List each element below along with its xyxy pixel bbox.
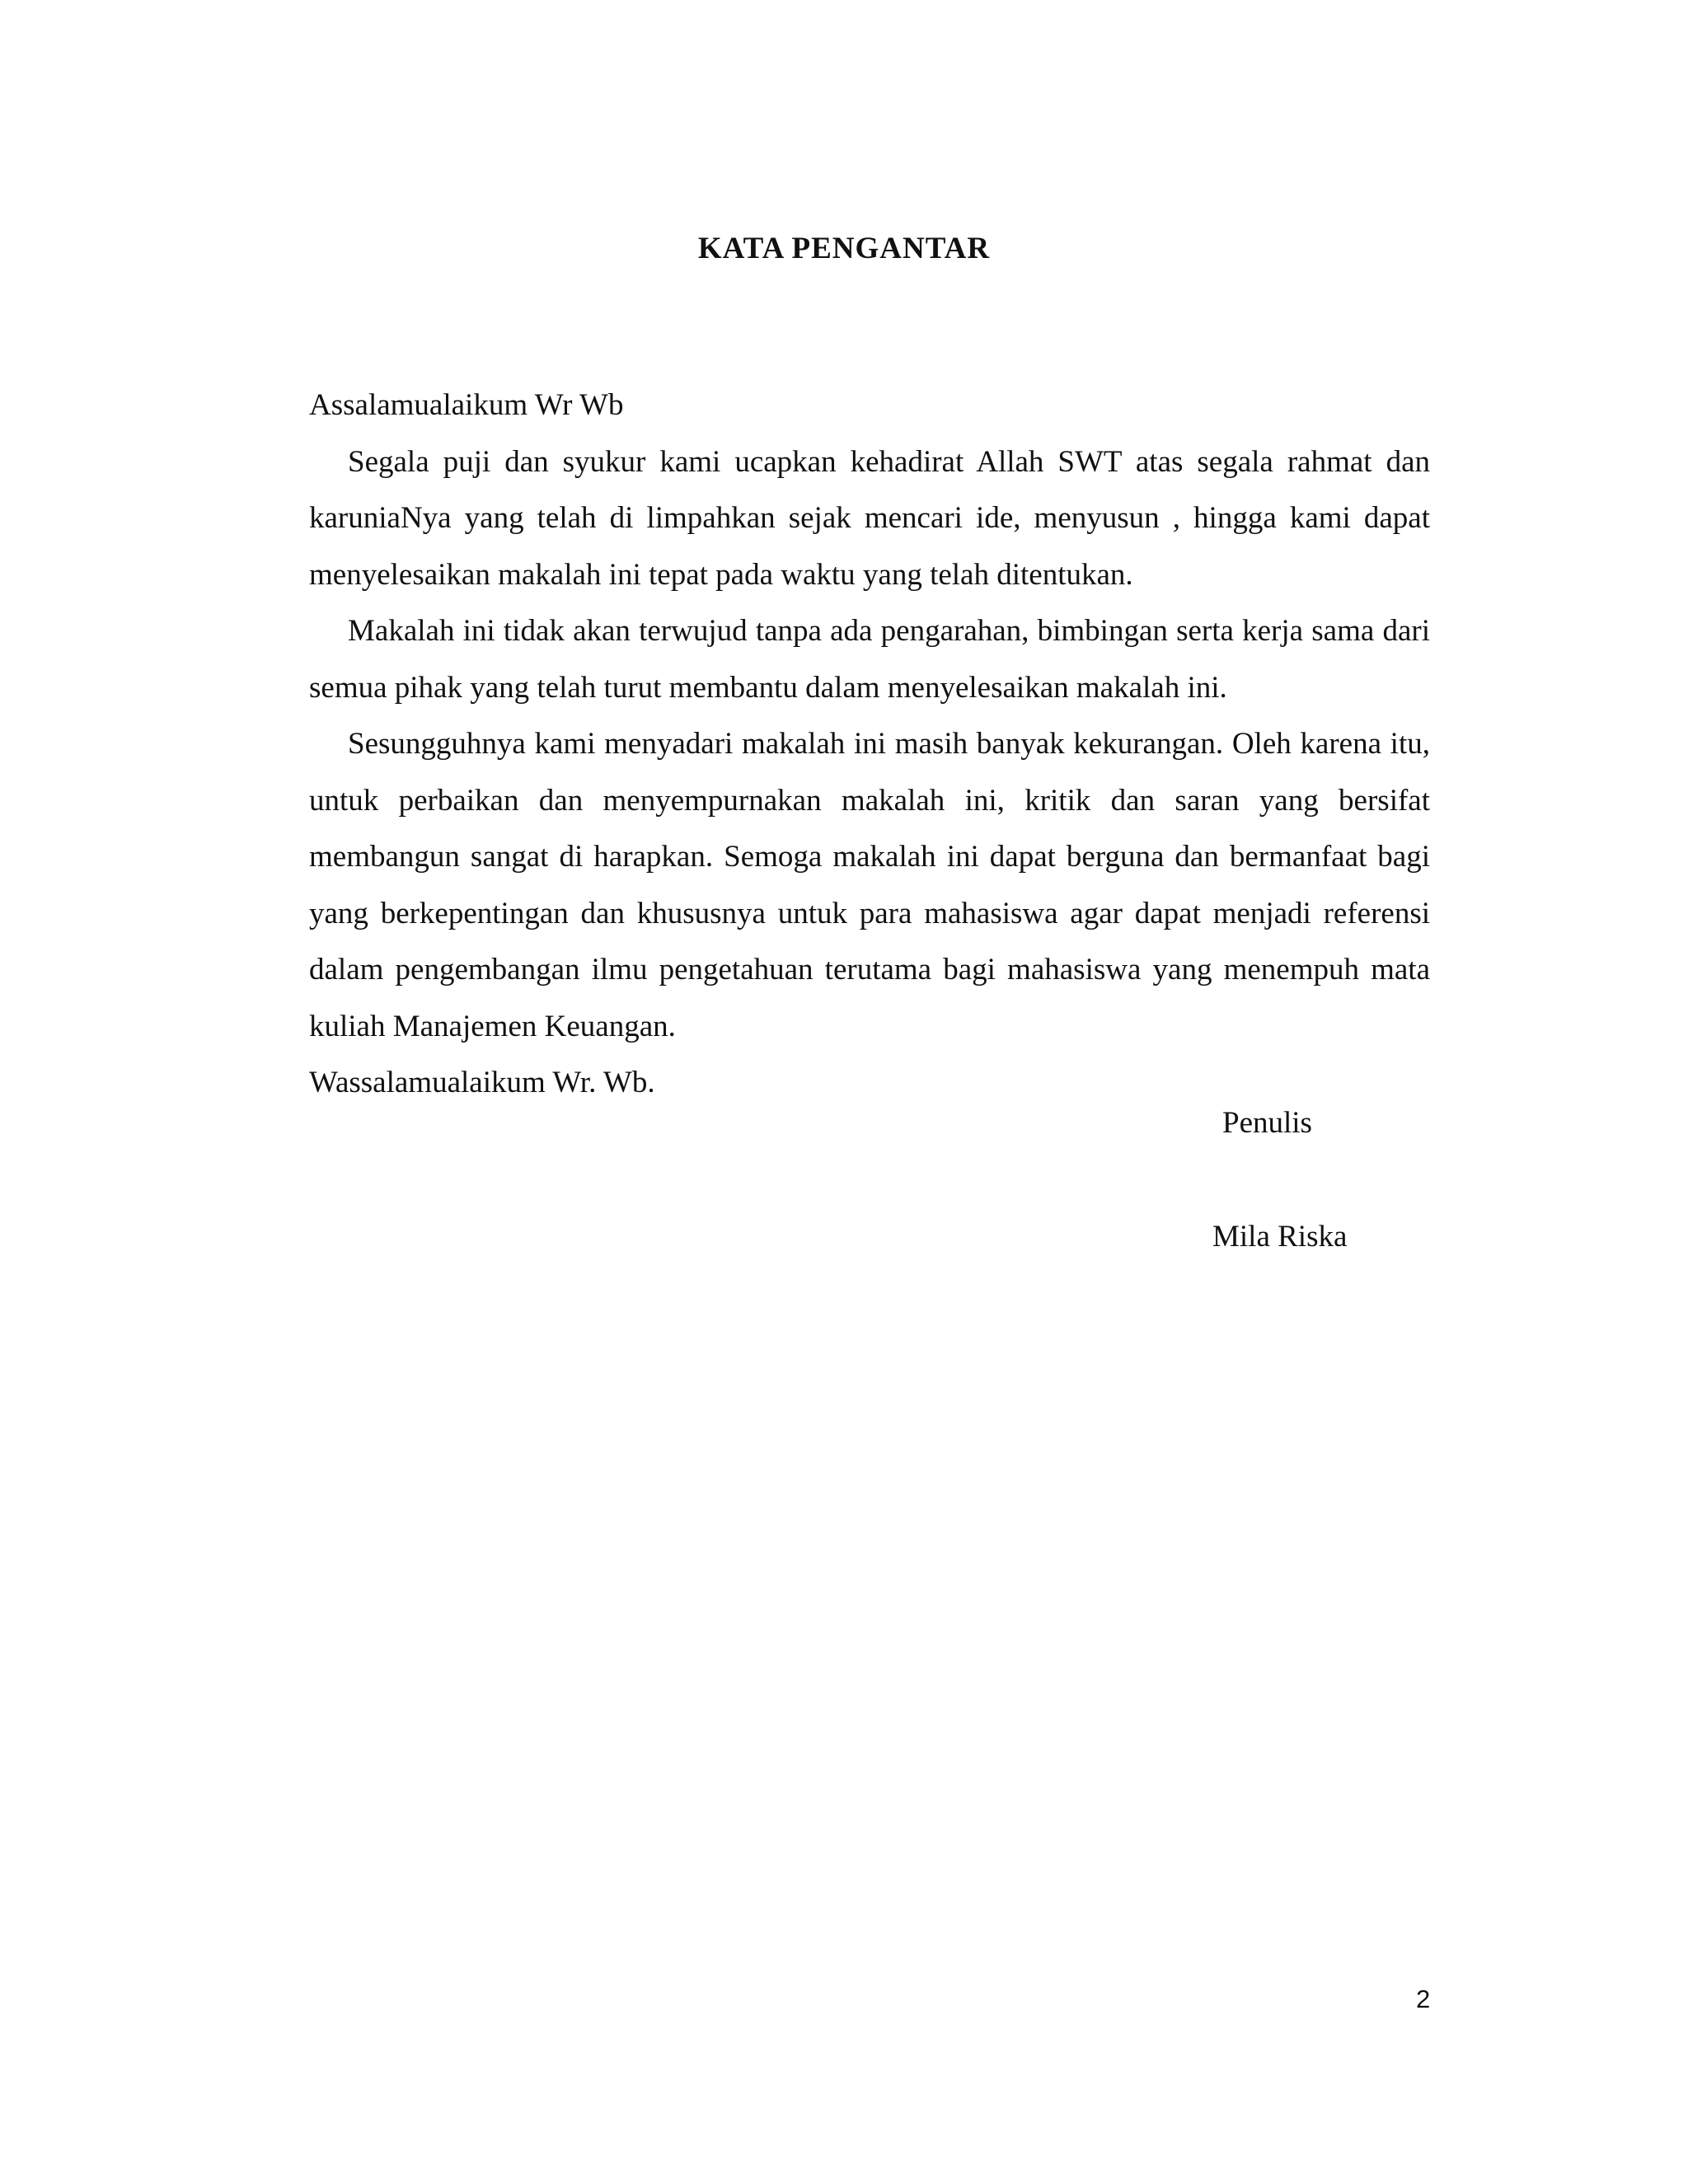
signature-role: Penulis (1222, 1106, 1312, 1140)
paragraph: Segala puji dan syukur kami ucapkan kehadirat Allah SWT atas segala rahmat dan karuniaNya yang telah di limpahkan sejak mencari ide, menyusun , hingga kami dapat menyelesaikan makalah ini tepat pada waktu yang telah ditentukan. (309, 444, 1430, 592)
page-number: 2 (1416, 1985, 1431, 2013)
document-body (309, 377, 1430, 1112)
paragraph: Makalah ini tidak akan terwujud tanpa ada pengarahan, bimbingan serta kerja sama dari semua pihak yang telah turut membantu dalam menyelesaikan makalah ini. (309, 614, 1430, 705)
paragraph: Sesungguhnya kami menyadari makalah ini masih banyak kekurangan. Oleh karena itu, untuk perbaikan dan menyempurnakan makalah ini, kritik dan saran yang bersifat membangun sangat di harapkan. Semoga makalah ini dapat berguna dan bermanfaat bagi yang berkepentingan dan khususnya untuk para mahasiswa agar dapat menjadi referensi dalam pengembangan ilmu pengetahuan terutama bagi mahasiswa yang menempuh mata kuliah Manajemen Keuangan. (309, 727, 1430, 1043)
page-title: KATA PENGANTAR (697, 232, 991, 265)
closing: Wassalamualaikum Wr. Wb. (309, 1066, 655, 1099)
greeting: Assalamualaikum Wr Wb (309, 388, 624, 422)
signature-name: Mila Riska (1212, 1220, 1348, 1254)
